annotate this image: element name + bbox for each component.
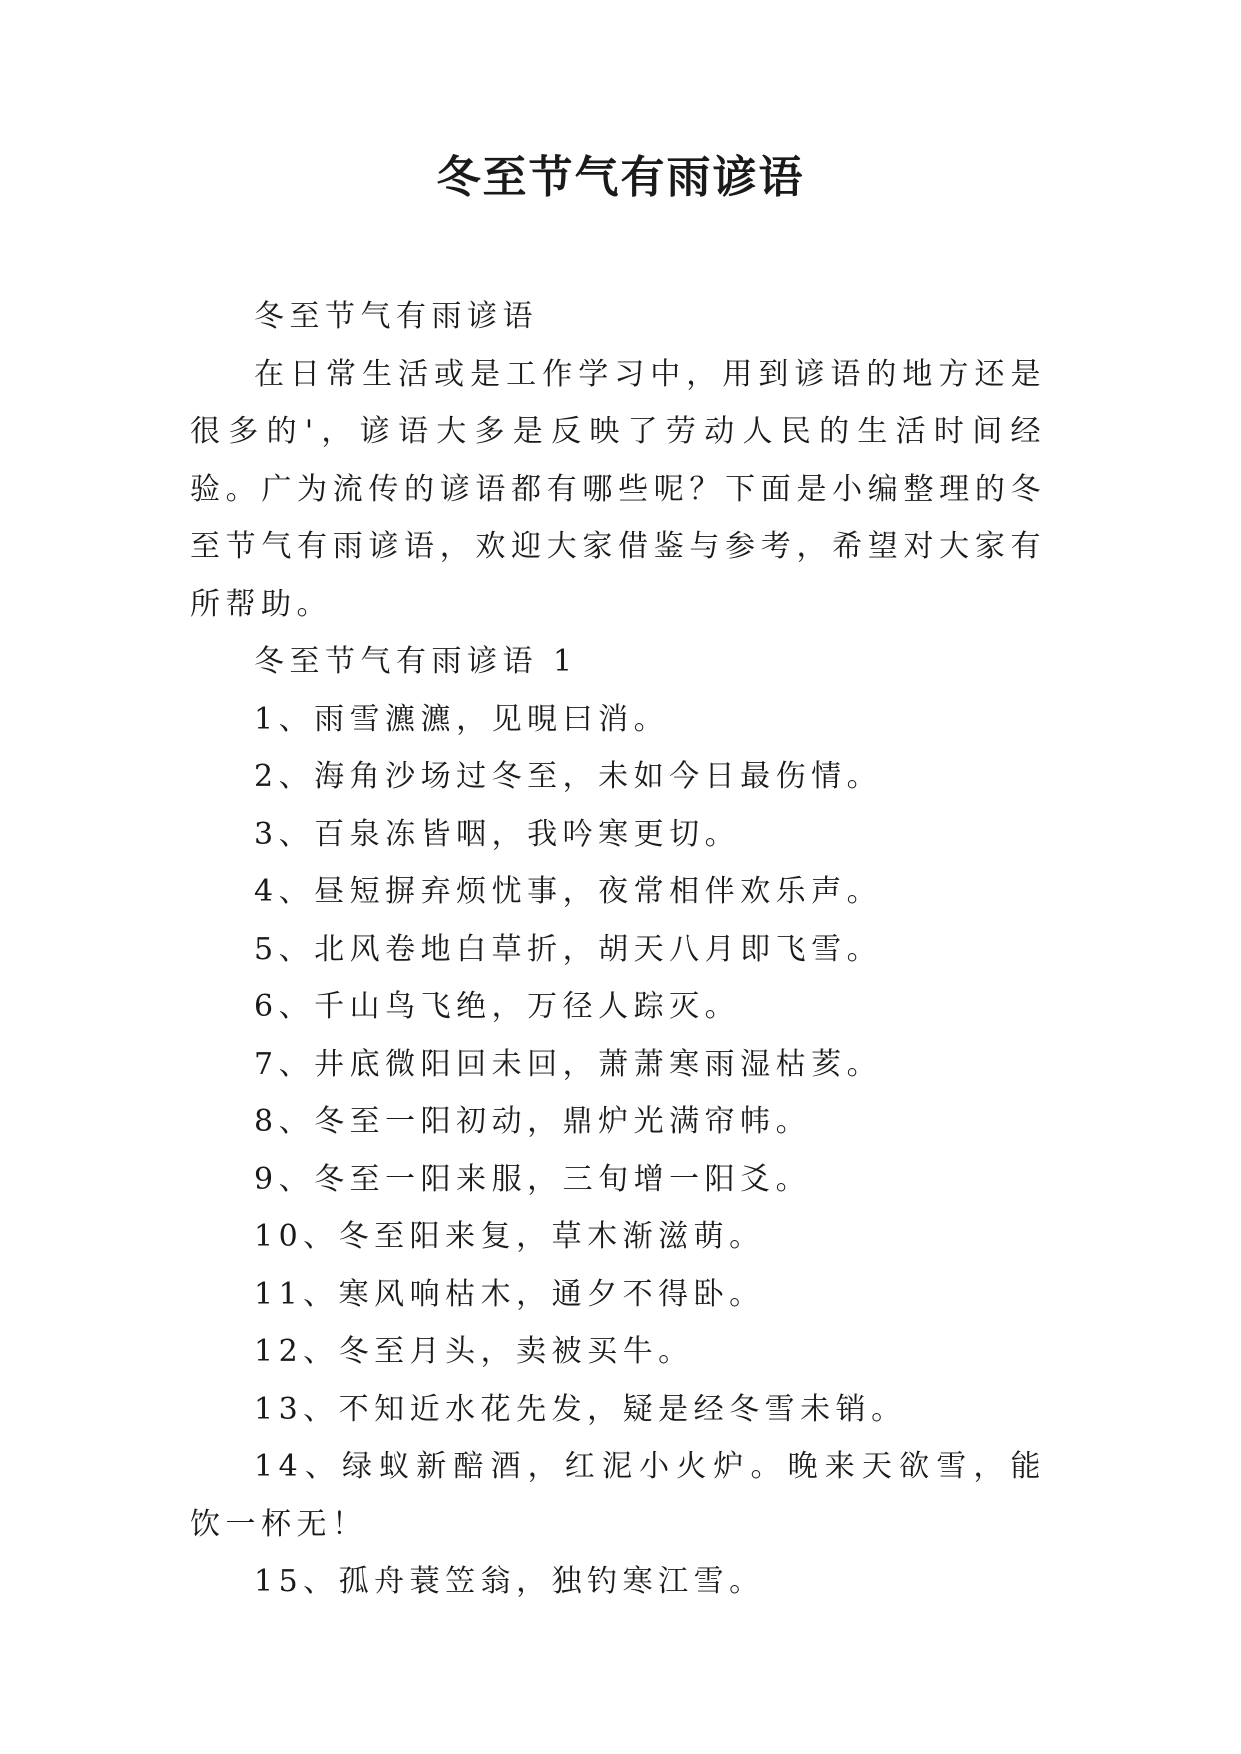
section-heading: 冬至节气有雨谚语 1 xyxy=(254,644,578,679)
proverb-item: 14、绿蚁新醅酒，红泥小火炉。晚来天欲雪，能饮一杯无！ xyxy=(190,1449,1046,1542)
proverb-item: 13、不知近水花先发，疑是经冬雪未销。 xyxy=(254,1391,907,1427)
subtitle-paragraph: 冬至节气有雨谚语 xyxy=(254,299,538,334)
proverb-item: 5、北风卷地白草折，胡天八月即飞雪。 xyxy=(254,931,883,967)
proverb-item: 10、冬至阳来复，草木渐滋萌。 xyxy=(254,1219,765,1254)
proverb-item: 7、井底微阳回未回，萧萧寒雨湿枯荄。 xyxy=(254,1046,883,1082)
proverb-item: 2、海角沙场过冬至，未如今日最伤情。 xyxy=(254,759,883,794)
proverb-item: 1、雨雪瀌瀌，见晛曰消。 xyxy=(254,701,670,737)
proverb-item: 3、百泉冻皆咽，我吟寒更切。 xyxy=(254,816,741,852)
document-title: 冬至节气有雨谚语 xyxy=(436,152,805,203)
proverb-item: 6、千山鸟飞绝，万径人踪灭。 xyxy=(254,989,741,1024)
proverb-item: 9、冬至一阳来服，三旬增一阳爻。 xyxy=(254,1161,812,1197)
document-body xyxy=(190,288,1046,1611)
proverb-item: 11、寒风响枯木，通夕不得卧。 xyxy=(254,1276,765,1312)
proverb-item: 15、孤舟蓑笠翁，独钓寒江雪。 xyxy=(254,1564,765,1599)
proverb-item: 4、昼短摒弃烦忧事，夜常相伴欢乐声。 xyxy=(254,874,883,909)
proverb-item: 12、冬至月头，卖被买牛。 xyxy=(254,1334,694,1369)
intro-paragraph: 在日常生活或是工作学习中，用到谚语的地方还是很多的'，谚语大多是反映了劳动人民的生活时间经验。广为流传的谚语都有哪些呢？下面是小编整理的冬至节气有雨谚语，欢迎大家借鉴与参考，希望对大家有所帮助。 xyxy=(190,356,1046,622)
proverb-item: 8、冬至一阳初动，鼎炉光满帘帏。 xyxy=(254,1104,812,1139)
